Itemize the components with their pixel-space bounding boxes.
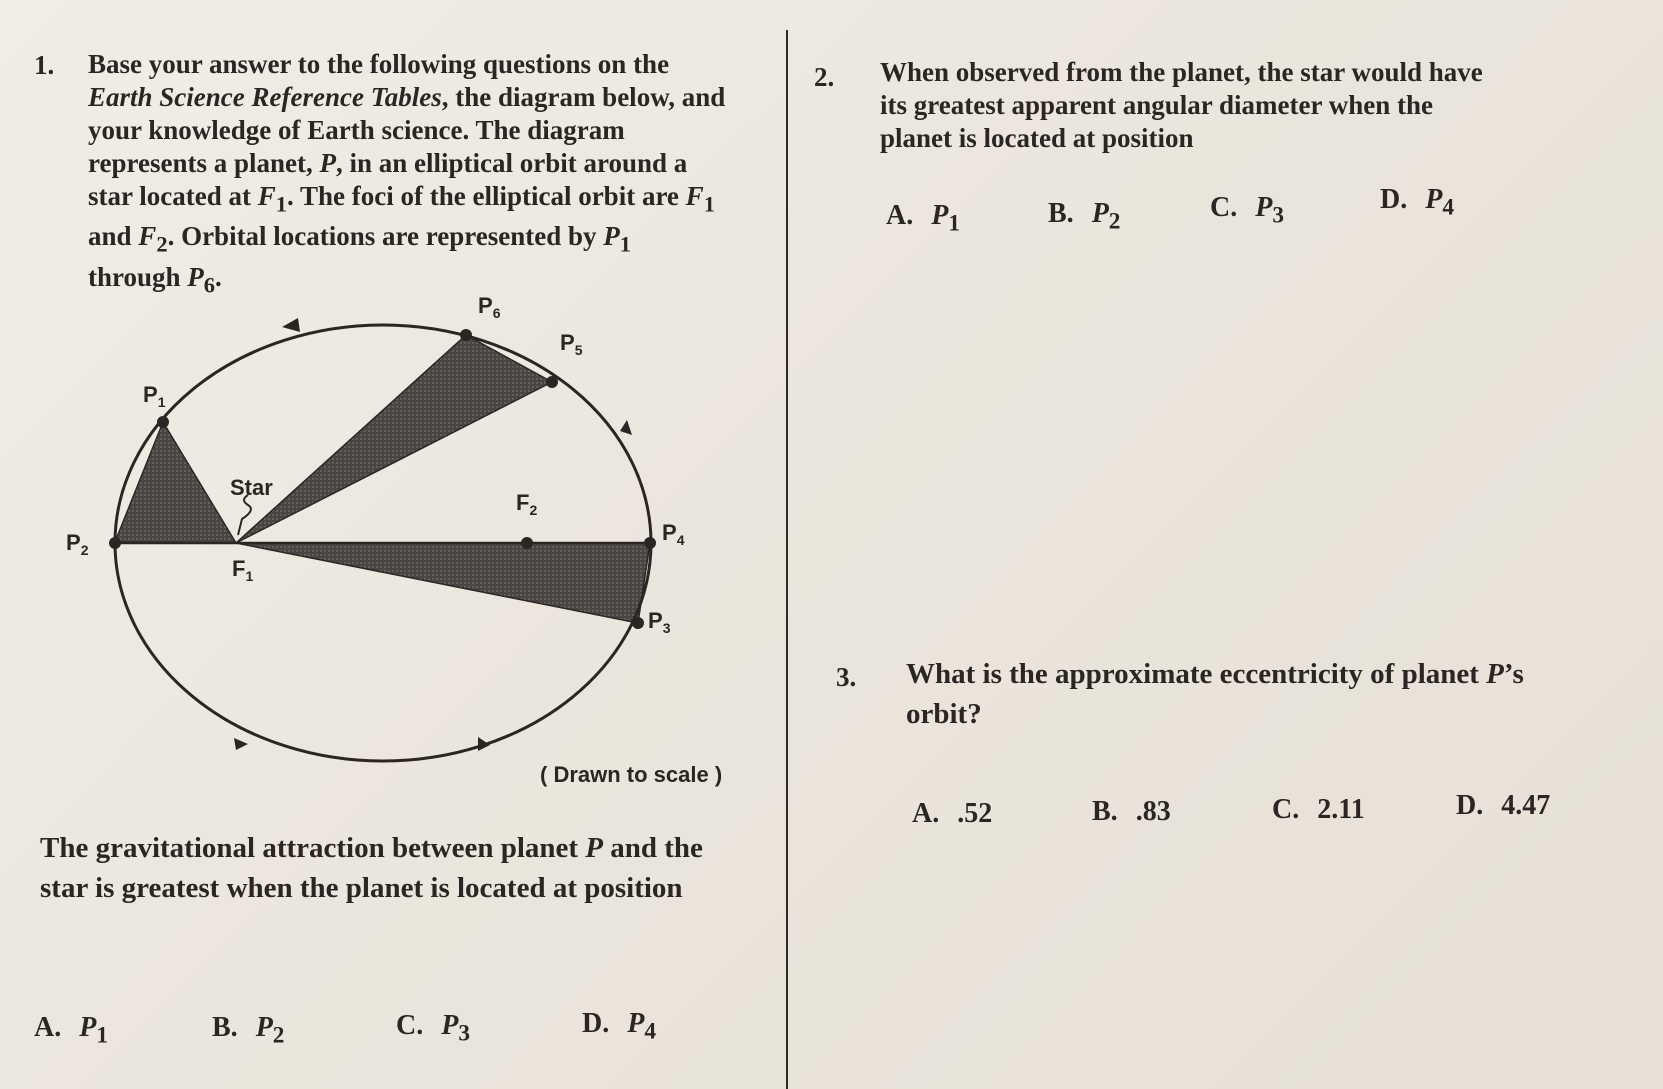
p6-label: $P_6$ <box>478 293 501 321</box>
q3-text-planet-p: P <box>1486 658 1504 690</box>
f2-label: $F_2$ <box>516 490 538 518</box>
q1-choice-d[interactable]: D. $P_4$ <box>582 1008 657 1045</box>
f1-label: $F_1$ <box>232 556 254 584</box>
sector-p4-p3 <box>236 543 650 623</box>
point-p4 <box>644 537 656 549</box>
diagram-caption: ( Drawn to scale ) <box>540 762 723 787</box>
q1-intro-f2-sub: 2 <box>156 231 168 257</box>
point-p3 <box>632 617 644 629</box>
q1-choice-a[interactable]: A. $P_1$ <box>34 1012 109 1049</box>
q1-question-planet-p: P <box>585 832 604 864</box>
q1-intro-p1: P <box>603 221 620 252</box>
column-divider <box>786 30 788 1089</box>
p2-label: $P_2$ <box>66 530 89 558</box>
orbit-arrow-right <box>620 420 632 435</box>
q1-intro-p6-sub: 6 <box>203 272 216 298</box>
q2-number: 2. <box>814 62 835 92</box>
q2-choice-d[interactable]: D. $P_4$ <box>1380 184 1455 221</box>
point-p5 <box>546 376 558 388</box>
q1-intro-f1b-sub: 1 <box>703 191 715 217</box>
q1-intro-f1: F <box>257 181 276 211</box>
p4-label: $P_4$ <box>662 520 685 548</box>
point-p2 <box>109 537 121 549</box>
q1-question <box>40 828 740 908</box>
q1-intro-text-m: through <box>88 261 188 292</box>
q3-choice-a[interactable]: A. .52 <box>912 798 993 829</box>
q1-intro-planet-p: P <box>319 148 336 178</box>
q1-choice-b[interactable]: B. $P_2$ <box>212 1012 285 1049</box>
q1-intro-text-a: Base your answer to the following questions on the <box>88 49 670 79</box>
focus-f2-point <box>521 537 533 549</box>
orbit-arrow-bottom-left <box>234 738 248 750</box>
q3-text-c: ’s orbit? <box>906 658 1524 730</box>
q1-intro-f2: F <box>138 221 157 252</box>
p1-label: $P_1$ <box>143 382 166 410</box>
q3-choice-d[interactable]: D. 4.47 <box>1456 790 1551 821</box>
q1-intro-text-e: , in an elliptical orbit around a star located at <box>88 148 688 211</box>
q1-intro-f1-sub: 1 <box>275 191 287 217</box>
p3-label: $P_3$ <box>648 608 671 636</box>
q1-intro-text-k: . Orbital locations are represented by <box>167 221 604 252</box>
sector-p6-p5 <box>236 335 552 543</box>
q3-text <box>906 654 1606 734</box>
q3-number: 3. <box>836 662 857 692</box>
star-label: Star <box>230 475 273 500</box>
orbit-diagram <box>0 290 780 800</box>
q1-intro-text-c: , the diagram below, and your knowledge of Earth science. The diagram represents a planet, <box>88 82 726 178</box>
q1-question-text-c: and the star is greatest when the planet is located at position <box>40 832 703 904</box>
sector-p2-p1 <box>115 422 236 543</box>
q1-intro-p6: P <box>187 261 204 292</box>
q1-number: 1. <box>34 50 55 80</box>
q2-choice-c[interactable]: C. $P_3$ <box>1210 192 1285 229</box>
q1-intro-f1b: F <box>685 181 704 211</box>
q3-choice-b[interactable]: B. .83 <box>1092 796 1171 827</box>
point-p6 <box>460 329 472 341</box>
p5-label: $P_5$ <box>560 330 583 358</box>
q1-choice-c[interactable]: C. $P_3$ <box>396 1010 471 1047</box>
q1-intro-text-i: and <box>88 221 139 252</box>
q3-choice-c[interactable]: C. 2.11 <box>1272 794 1365 825</box>
q1-intro-text-g: . The foci of the elliptical orbit are <box>286 181 686 211</box>
q3-text-a: What is the approximate eccentricity of planet <box>906 658 1487 690</box>
star-pointer <box>238 495 251 535</box>
q2-choice-b[interactable]: B. $P_2$ <box>1048 198 1121 235</box>
q1-intro-text-o: . <box>215 261 222 292</box>
q1-intro <box>88 48 728 301</box>
q1-reference-tables-title: Earth Science Reference Tables <box>88 82 442 112</box>
q2-choice-a[interactable]: A. $P_1$ <box>886 200 961 237</box>
q1-question-text-a: The gravitational attraction between planet <box>40 832 586 864</box>
point-p1 <box>157 416 169 428</box>
orbit-arrow-bottom-right <box>478 737 490 751</box>
q1-intro-p1-sub: 1 <box>619 231 632 257</box>
q2-text: When observed from the planet, the star would have its greatest apparent angular diameter when the planet is located at position <box>880 57 1483 153</box>
orbit-arrow-top <box>282 318 300 332</box>
